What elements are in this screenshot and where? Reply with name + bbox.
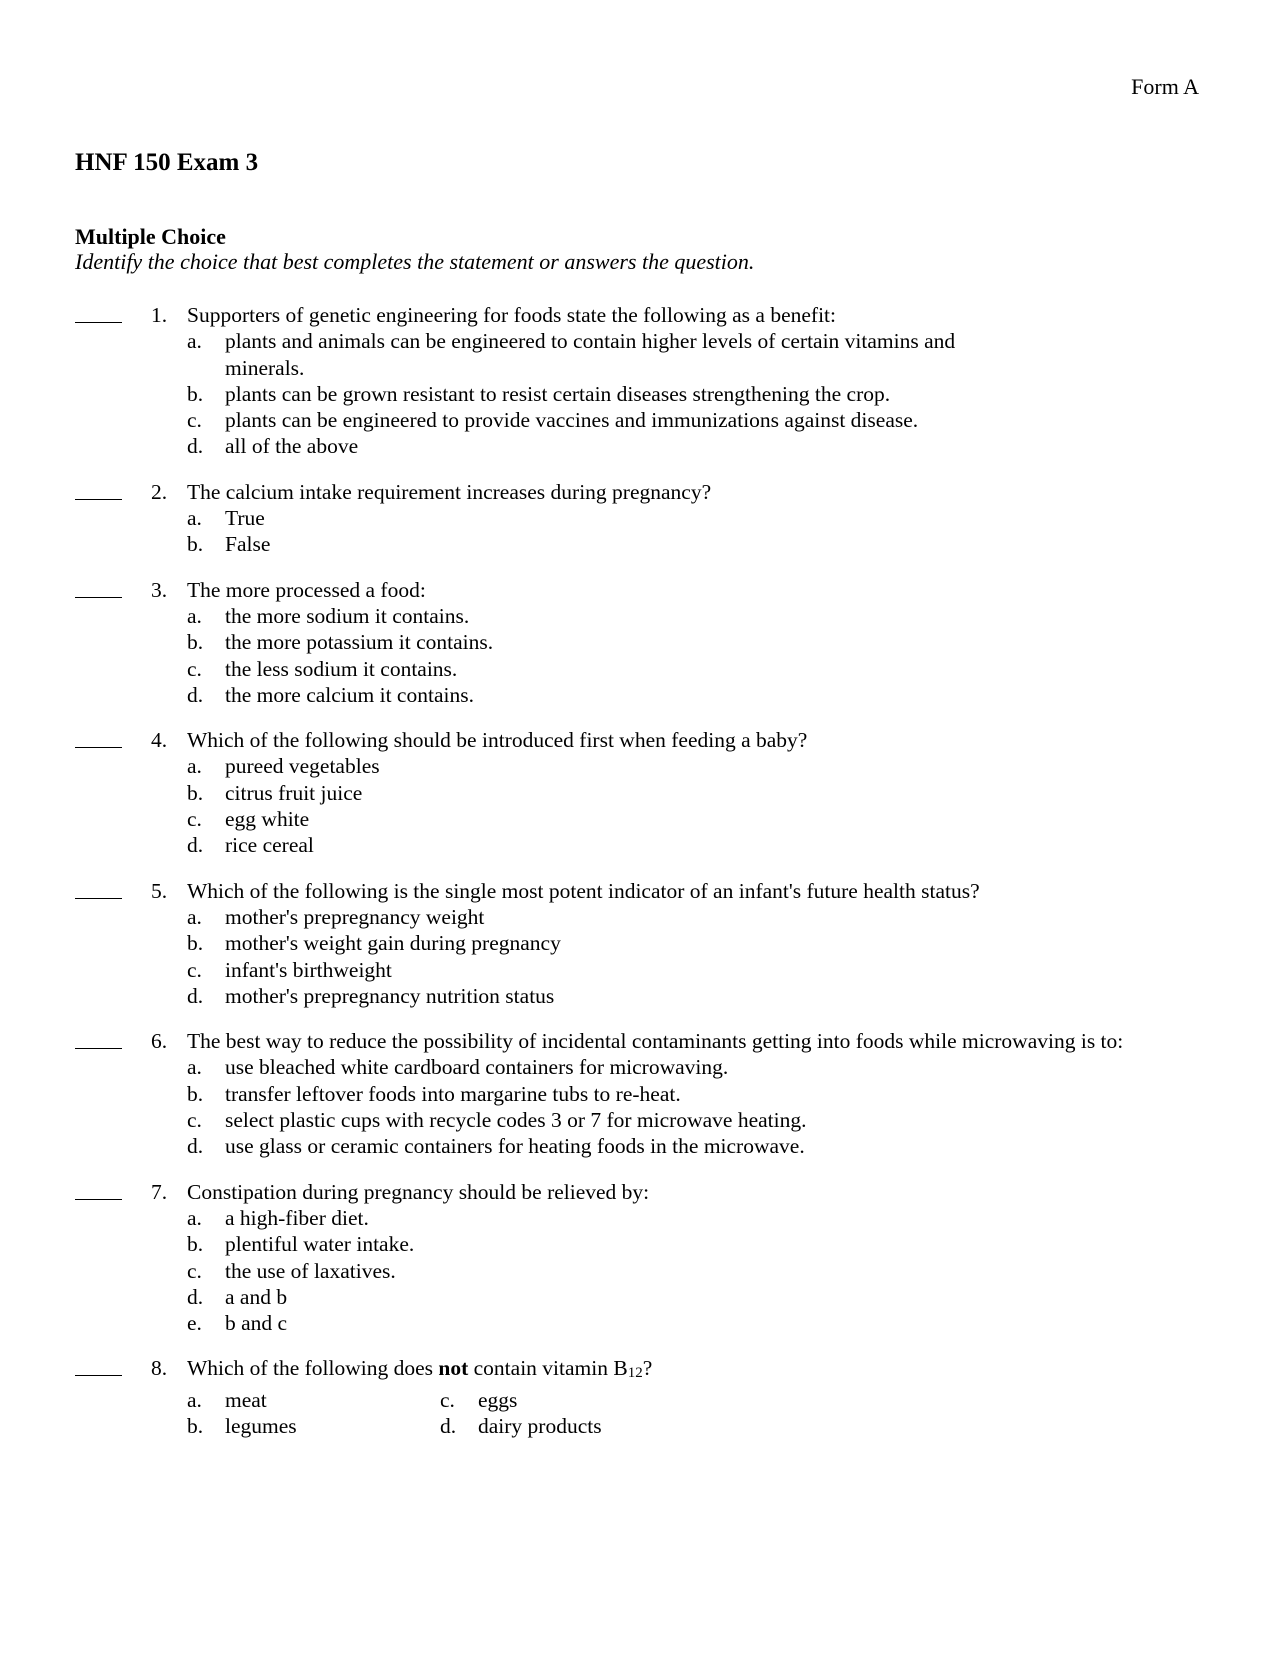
option-grid [0, 1387, 1280, 1440]
option-letter: b. [187, 780, 204, 805]
option-text: the more potassium it contains. [225, 630, 494, 655]
option-letter: a. [187, 603, 202, 628]
option-text: mother's prepregnancy nutrition status [225, 983, 555, 1008]
option-text: use bleached white cardboard containers for microwaving. [225, 1055, 729, 1080]
option-letter: c. [440, 1387, 455, 1412]
option-text: legumes [225, 1413, 297, 1438]
option [0, 407, 1280, 433]
option [0, 930, 1280, 956]
option-letter: a. [187, 329, 202, 354]
option-letter: a. [187, 1205, 202, 1230]
subscript: 12 [627, 1365, 643, 1382]
option [0, 1054, 1280, 1080]
option-text: infant's birthweight [225, 957, 392, 982]
question-text: The calcium intake requirement increases during pregnancy? [187, 479, 712, 504]
option [0, 603, 1280, 629]
option [0, 957, 1280, 983]
option-text: meat [225, 1387, 267, 1412]
section-heading: Multiple Choice [75, 224, 226, 249]
option-text: rice cereal [225, 833, 314, 858]
option-letter: c. [187, 957, 202, 982]
question-3 [0, 577, 1280, 708]
option [0, 505, 1280, 531]
question-text: Which of the following is the single most potent indicator of an infant's future health status? [187, 878, 980, 903]
option-letter: a. [187, 1055, 202, 1080]
option-letter: b. [187, 1081, 204, 1106]
option-letter: b. [187, 630, 204, 655]
question-number: 4. [151, 728, 168, 753]
question-7 [0, 1179, 1280, 1337]
option-text: False [225, 532, 271, 557]
option-text: transfer leftover foods into margarine tubs to re-heat. [225, 1081, 681, 1106]
option [0, 629, 1280, 655]
form-label: Form A [1131, 74, 1199, 99]
option-letter: a. [187, 754, 202, 779]
option-letter: a. [187, 506, 202, 531]
option-letter: a. [187, 904, 202, 929]
option [0, 832, 1280, 858]
option [0, 1284, 1280, 1310]
option [0, 1387, 440, 1413]
question-6 [0, 1028, 1280, 1159]
emphasis-not: not [438, 1356, 469, 1381]
question-number: 1. [151, 303, 168, 327]
option-text: all of the above [225, 434, 359, 459]
option-letter: d. [187, 434, 204, 459]
exam-title: HNF 150 Exam 3 [75, 149, 259, 176]
option-text: the less sodium it contains. [225, 656, 458, 681]
option-text: plants and animals can be engineered to contain higher levels of certain vitamins and minerals. [225, 329, 956, 380]
option-text: b and c [225, 1311, 288, 1336]
option [0, 1258, 1280, 1284]
option-letter: d. [187, 1284, 204, 1309]
option-text: the more sodium it contains. [225, 603, 470, 628]
option-letter: b. [187, 381, 204, 406]
option [0, 780, 1280, 806]
question-1 [0, 302, 1280, 460]
question-4 [0, 727, 1280, 858]
option-text: citrus fruit juice [225, 780, 363, 805]
option-text: select plastic cups with recycle codes 3 or 7 for microwave heating. [225, 1108, 807, 1133]
option [440, 1387, 740, 1413]
option-letter: b. [187, 1413, 204, 1438]
option-text: mother's prepregnancy weight [225, 904, 485, 929]
option-text: the more calcium it contains. [225, 682, 474, 707]
option-text: True [225, 506, 265, 531]
option-text: the use of laxatives. [225, 1258, 396, 1283]
option [0, 328, 1280, 381]
question-number: 5. [151, 878, 168, 903]
question-text: Which of the following should be introduced first when feeding a baby? [187, 728, 808, 753]
question-list [0, 302, 1280, 1458]
option-letter: d. [187, 983, 204, 1008]
option-text: mother's weight gain during pregnancy [225, 931, 561, 956]
question-text: Supporters of genetic engineering for foods state the following as a benefit: [187, 303, 836, 327]
option-text: use glass or ceramic containers for heating foods in the microwave. [225, 1134, 805, 1159]
option [0, 531, 1280, 557]
question-text: Which of the following does not contain vitamin $B_{12}$? [187, 1356, 653, 1382]
option [0, 656, 1280, 682]
option-letter: b. [187, 931, 204, 956]
option-text: plants can be engineered to provide vaccines and immunizations against disease. [225, 408, 919, 433]
option-letter: d. [187, 1134, 204, 1159]
option [440, 1413, 740, 1439]
option-letter: c. [187, 807, 202, 832]
question-number: 6. [151, 1029, 168, 1054]
option [0, 1413, 440, 1439]
option-letter: b. [187, 1232, 204, 1257]
option-letter: c. [187, 656, 202, 681]
question-5 [0, 878, 1280, 1009]
option [0, 1081, 1280, 1107]
option-letter: d. [440, 1413, 457, 1438]
question-text: The best way to reduce the possibility of incidental contaminants getting into foods while microwaving is to: [187, 1029, 1124, 1054]
option [0, 806, 1280, 832]
option [0, 1205, 1280, 1231]
option-letter: c. [187, 1258, 202, 1283]
option [0, 1231, 1280, 1257]
option-text: plentiful water intake. [225, 1232, 415, 1257]
option [0, 904, 1280, 930]
option-text: a high-fiber diet. [225, 1205, 369, 1230]
option-letter: c. [187, 1108, 202, 1133]
option [0, 1133, 1280, 1159]
option-letter: e. [187, 1311, 202, 1336]
question-number: 2. [151, 479, 168, 504]
question-number: 3. [151, 577, 168, 602]
option [0, 983, 1280, 1009]
question-text: Constipation during pregnancy should be relieved by: [187, 1179, 650, 1204]
option [0, 1310, 1280, 1336]
option [0, 1107, 1280, 1133]
option [0, 381, 1280, 407]
question-number: 8. [151, 1356, 168, 1381]
question-number: 7. [151, 1179, 168, 1204]
option-letter: c. [187, 408, 202, 433]
option-text: pureed vegetables [225, 754, 380, 779]
option [0, 433, 1280, 459]
option [0, 753, 1280, 779]
question-8 [0, 1355, 1280, 1439]
question-2 [0, 479, 1280, 558]
instructions: Identify the choice that best completes the statement or answers the question. [75, 249, 755, 274]
option-text: egg white [225, 807, 310, 832]
question-text: The more processed a food: [187, 577, 426, 602]
option-letter: b. [187, 532, 204, 557]
option-text: dairy products [478, 1413, 602, 1438]
option-letter: d. [187, 682, 204, 707]
option-letter: a. [187, 1387, 202, 1412]
option-text: a and b [225, 1284, 288, 1309]
option [0, 682, 1280, 708]
option-letter: d. [187, 833, 204, 858]
option-text: eggs [478, 1387, 518, 1412]
option-text: plants can be grown resistant to resist certain diseases strengthening the crop. [225, 381, 891, 406]
